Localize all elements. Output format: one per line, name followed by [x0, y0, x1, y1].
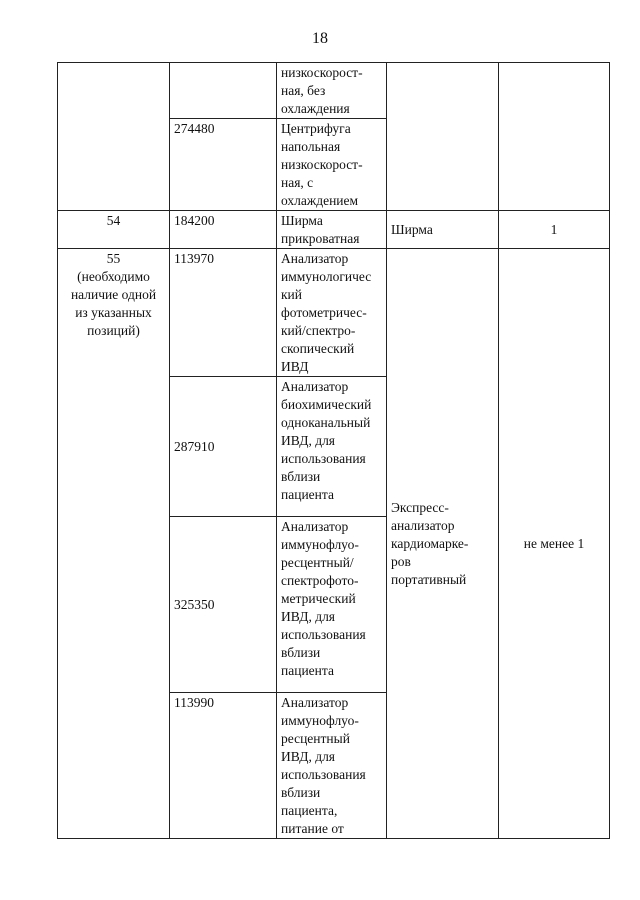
name-cell: Центрифуга напольная низкоскорост- ная, с охлаждением [277, 119, 387, 211]
equipment-type-cell: Экспресс- анализатор кардиомарке- ров портативный [387, 249, 499, 839]
equipment-type-cell [387, 63, 499, 211]
position-cell: 54 [58, 211, 170, 249]
name-cell: низкоскорост- ная, без охлаждения [277, 63, 387, 119]
code-cell: 287910 [170, 377, 277, 517]
table-row [58, 63, 610, 119]
name-cell: Анализатор иммунофлуо- ресцентный/ спектрофото- метрический ИВД, для использования вблизи пациента [277, 517, 387, 693]
quantity-cell: не менее 1 [499, 249, 610, 839]
equipment-table [57, 62, 610, 839]
code-cell: 113970 [170, 249, 277, 377]
table-row [58, 211, 610, 249]
page-number: 18 [312, 30, 328, 47]
code-cell: 325350 [170, 517, 277, 693]
table-row [58, 249, 610, 377]
code-cell: 113990 [170, 693, 277, 839]
code-cell: 274480 [170, 119, 277, 211]
position-cell: 55 (необходимо наличие одной из указанных позиций) [58, 249, 170, 839]
name-cell: Анализатор биохимический одноканальный ИВД, для использования вблизи пациента [277, 377, 387, 517]
quantity-cell: 1 [499, 211, 610, 249]
code-cell: 184200 [170, 211, 277, 249]
name-cell: Ширма прикроватная [277, 211, 387, 249]
name-cell: Анализатор иммунологичес кий фотометричес- кий/спектро- скопический ИВД [277, 249, 387, 377]
name-cell: Анализатор иммунофлуо- ресцентный ИВД, для использования вблизи пациента, питание от [277, 693, 387, 839]
quantity-cell [499, 63, 610, 211]
position-cell [58, 63, 170, 211]
code-cell [170, 63, 277, 119]
equipment-type-cell: Ширма [387, 211, 499, 249]
